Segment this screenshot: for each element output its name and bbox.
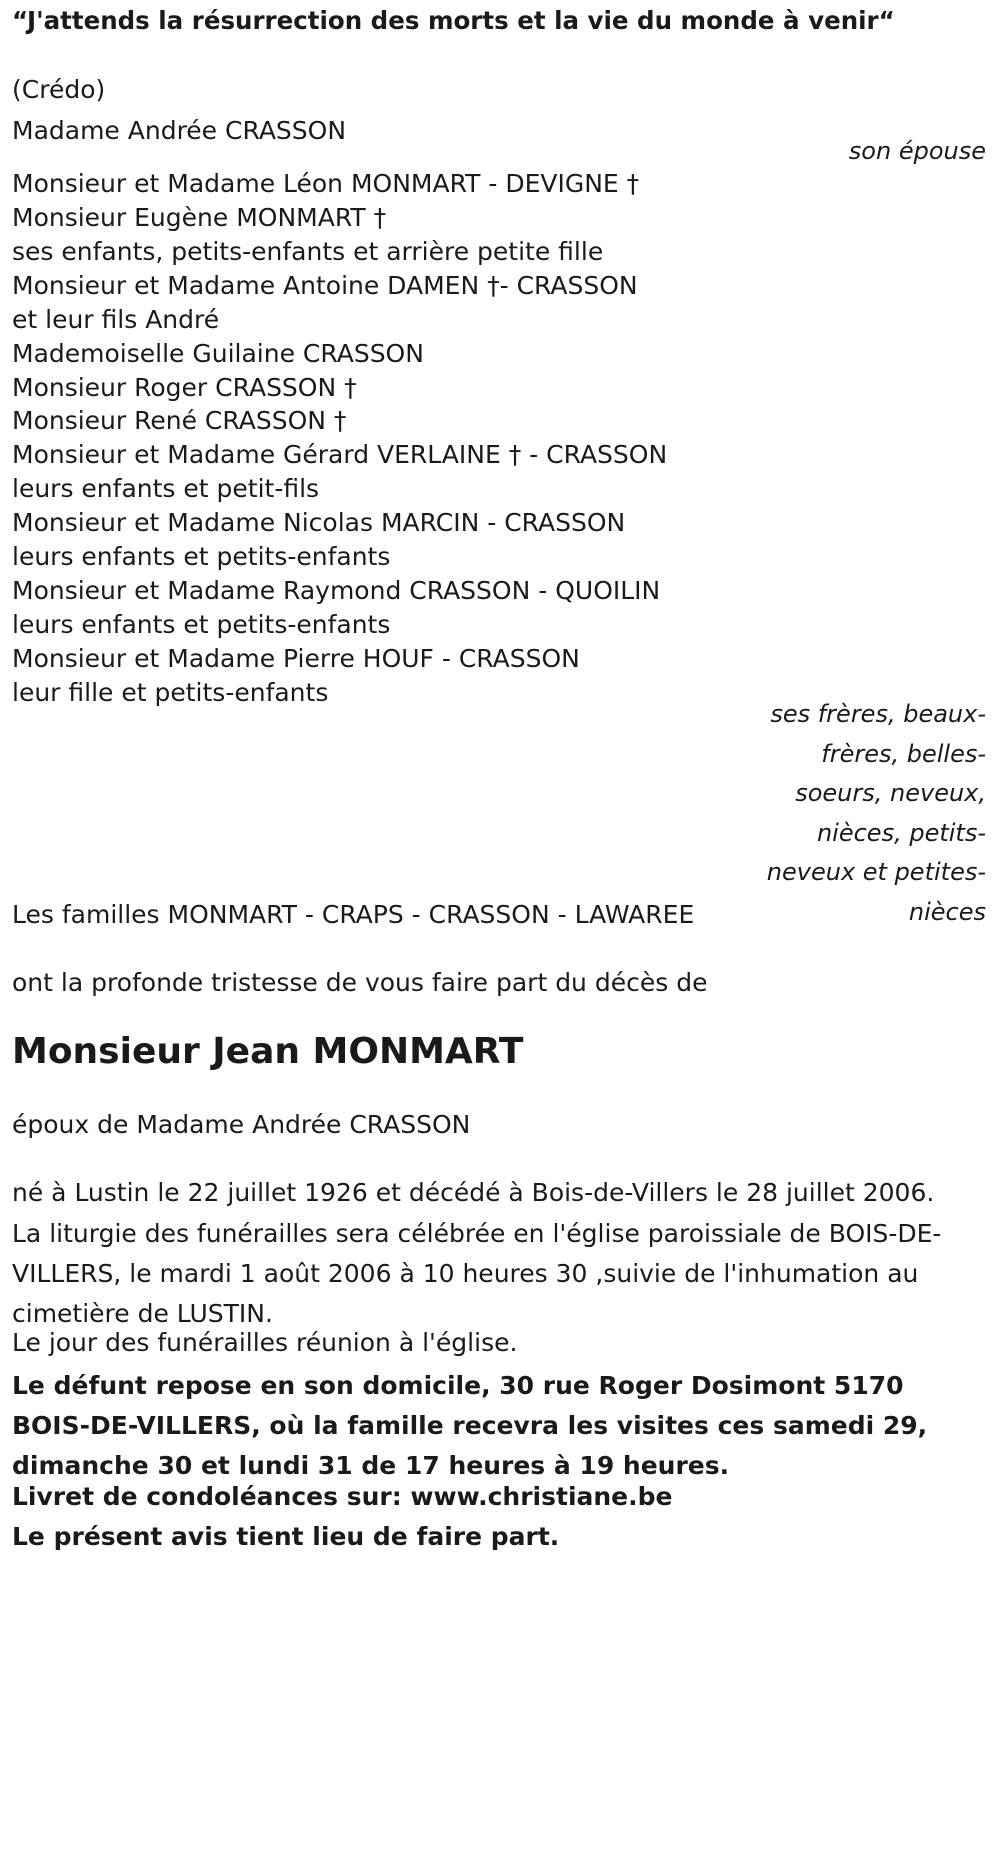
family-line: Monsieur et Madame Léon MONMART - DEVIGNE † (12, 169, 640, 198)
family-line: leur fille et petits-enfants (12, 678, 329, 707)
spouse-name: Madame Andrée CRASSON (12, 116, 347, 145)
scripture-quote: “J'attends la résurrection des morts et la vie du monde à venir“ (12, 6, 895, 35)
condolences-line: Livret de condoléances sur: www.christiane.be (12, 1482, 673, 1511)
family-line: leurs enfants et petits-enfants (12, 610, 391, 639)
family-line: Monsieur Roger CRASSON † (12, 373, 357, 402)
family-line: Monsieur et Madame Pierre HOUF - CRASSON (12, 644, 580, 673)
family-line: leurs enfants et petit-fils (12, 474, 320, 503)
family-line: Monsieur et Madame Antoine DAMEN †- CRASSON (12, 271, 638, 300)
obituary-notice (12, 0, 988, 1852)
quote-source: (Crédo) (12, 75, 106, 104)
spouse-of-line: époux de Madame Andrée CRASSON (12, 1110, 471, 1139)
deceased-name: Monsieur Jean MONMART (12, 1031, 524, 1072)
birth-death-line: né à Lustin le 22 juillet 1926 et décédé à Bois-de-Villers le 28 juillet 2006. (12, 1178, 935, 1207)
family-line: Monsieur et Madame Nicolas MARCIN - CRASSON (12, 508, 626, 537)
families-line: Les familles MONMART - CRAPS - CRASSON - LAWAREE (12, 900, 695, 929)
family-line: Monsieur et Madame Gérard VERLAINE † - CRASSON (12, 440, 668, 469)
spouse-role: son épouse (848, 137, 986, 165)
family-line: ses enfants, petits-enfants et arrière petite fille (12, 237, 604, 266)
family-line: Mademoiselle Guilaine CRASSON (12, 339, 424, 368)
family-line: et leur fils André (12, 305, 220, 334)
family-role: ses frères, beaux- frères, belles- soeurs, neveux, nièces, petits- neveux et petites- nièces (766, 700, 986, 926)
family-line: Monsieur René CRASSON † (12, 406, 347, 435)
family-line: leurs enfants et petits-enfants (12, 542, 391, 571)
family-line: Monsieur et Madame Raymond CRASSON - QUOILIN (12, 576, 661, 605)
rest-notice-paragraph: Le défunt repose en son domicile, 30 rue Roger Dosimont 5170 BOIS-DE-VILLERS, où la famille recevra les visites ces samedi 29, dimanche 30 et lundi 31 de 17 heures à 19 heures. (12, 1371, 928, 1480)
announcement-line: ont la profonde tristesse de vous faire part du décès de (12, 968, 708, 997)
final-note-line: Le présent avis tient lieu de faire part. (12, 1522, 560, 1551)
family-line: Monsieur Eugène MONMART † (12, 203, 387, 232)
gathering-line: Le jour des funérailles réunion à l'église. (12, 1328, 518, 1357)
liturgy-paragraph: La liturgie des funérailles sera célébrée en l'église paroissiale de BOIS-DE-VILLERS, le mardi 1 août 2006 à 10 heures 30 ,suivie de l'inhumation au cimetière de LUSTIN. (12, 1219, 942, 1328)
